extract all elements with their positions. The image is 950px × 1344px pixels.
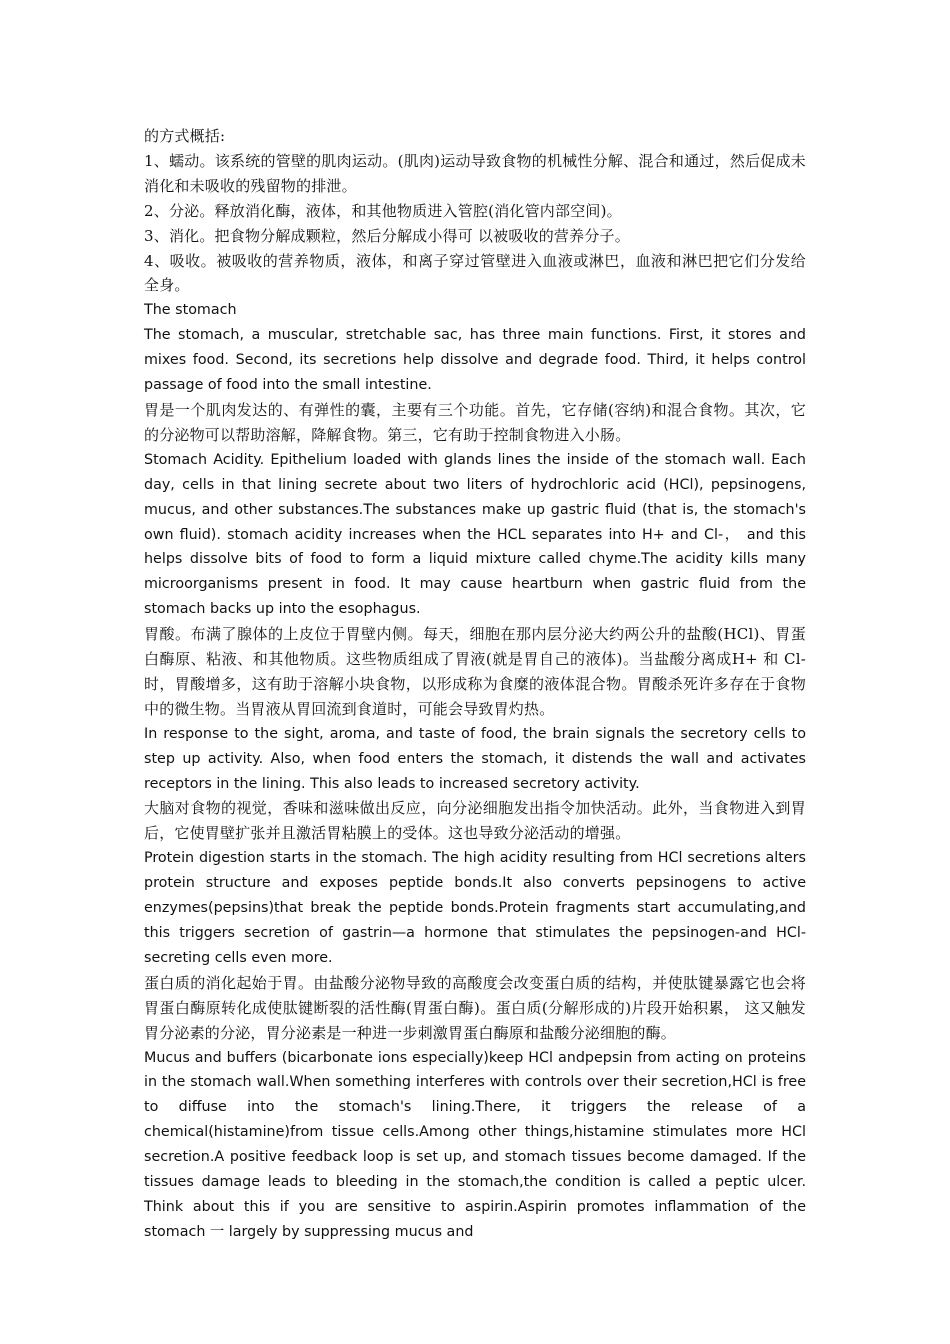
section-heading-stomach: The stomach: [144, 302, 237, 319]
paragraph-acidity-en: Stomach Acidity. Epithelium loaded with glands lines the inside of the stomach wall. Each day, cells in that lining secrete about two liters of hydrochloric acid (HCl), pepsinogens, mucus, and other substances.The substances make up gastric fluid (that is, the stomach's own fluid). stomach acidity increases when the HCL separates into H+ and Cl-， and this helps dissolve bits of food to form a liquid mixture called chyme.The acidity kills many microorganisms present in food. It may cause heartburn when gastric fluid from the stomach backs up into the esophagus.: [144, 451, 806, 618]
paragraph-response-zh: 大脑对食物的视觉，香味和滋味做出反应，向分泌细胞发出指令加快活动。此外，当食物进入到胃后，它使胃壁扩张并且激活胃粘膜上的受体。这也导致分泌活动的增强。: [144, 799, 806, 843]
paragraph-acidity-zh: 胃酸。布满了腺体的上皮位于胃壁内侧。每天，细胞在那内层分泌大约两公升的盐酸(HCl)、胃蛋白酶原、粘液、和其他物质。这些物质组成了胃液(就是胃自己的液体)。当盐酸分离成H+ 和 Cl-时，胃酸增多，这有助于溶解小块食物，以形成称为食糜的液体混合物。胃酸杀死许多存在于食物中的微生物。当胃液从胃回流到食道时，可能会导致胃灼热。: [144, 625, 806, 718]
document-body: [144, 124, 806, 1245]
paragraph-response-en: In response to the sight, aroma, and taste of food, the brain signals the secretory cells to step up activity. Also, when food enters the stomach, it distends the wall and activates receptors in the lining. This also leads to increased secretory activity.: [144, 725, 806, 792]
paragraph-protein-en: Protein digestion starts in the stomach. The high acidity resulting from HCl secretions alters protein structure and exposes peptide bonds.It also converts pepsinogens to active enzymes(pepsins)that break the peptide bonds.Protein fragments start accumulating,and this triggers secretion of gastrin—a hormone that stimulates the pepsinogen-and HCl-secreting cells even more.: [144, 850, 806, 966]
paragraph-stomach-zh: 胃是一个肌肉发达的、有弹性的囊，主要有三个功能。首先，它存储(容纳)和混合食物。其次，它的分泌物可以帮助溶解，降解食物。第三，它有助于控制食物进入小肠。: [144, 400, 806, 444]
paragraph-absorption: 4、吸收。被吸收的营养物质，液体，和离子穿过管壁进入血液或淋巴，血液和淋巴把它们分发给全身。: [144, 251, 806, 295]
paragraph-protein-zh: 蛋白质的消化起始于胃。由盐酸分泌物导致的高酸度会改变蛋白质的结构，并使肽键暴露它也会将胃蛋白酶原转化成使肽键断裂的活性酶(胃蛋白酶)。蛋白质(分解形成的)片段开始积累， 这又触发胃分泌素的分泌，胃分泌素是一种进一步刺激胃蛋白酶原和盐酸分泌细胞的酶。: [144, 973, 806, 1042]
paragraph-stomach-en: The stomach, a muscular, stretchable sac, has three main functions. First, it stores and mixes food. Second, its secretions help dissolve and degrade food. Third, it helps control passage of food into the small intestine.: [144, 327, 806, 394]
paragraph-mucus-en: Mucus and buffers (bicarbonate ions especially)keep HCl andpepsin from acting on proteins in the stomach wall.When something interferes with controls over their secretion,HCl is free to diffuse into the stomach's lining.There, it triggers the release of a chemical(histamine)from tissue cells.Among other things,histamine stimulates more HCl secretion.A positive feedback loop is set up, and stomach tissues become damaged. If the tissues damage leads to bleeding in the stomach,the condition is called a peptic ulcer. Think about this if you are sensitive to aspirin.Aspirin promotes inflammation of the stomach 一 largely by suppressing mucus and: [144, 1049, 806, 1240]
paragraph-peristalsis: 1、蠕动。该系统的管壁的肌肉运动。(肌肉)运动导致食物的机械性分解、混合和通过，然后促成未消化和未吸收的残留物的排泄。: [144, 151, 806, 195]
paragraph-digestion: 3、消化。把食物分解成颗粒，然后分解成小得可 以被吸收的营养分子。: [144, 226, 630, 245]
paragraph-summary-intro: 的方式概括:: [144, 127, 226, 145]
paragraph-secretion: 2、分泌。释放消化酶，液体，和其他物质进入管腔(消化管内部空间)。: [144, 201, 622, 220]
